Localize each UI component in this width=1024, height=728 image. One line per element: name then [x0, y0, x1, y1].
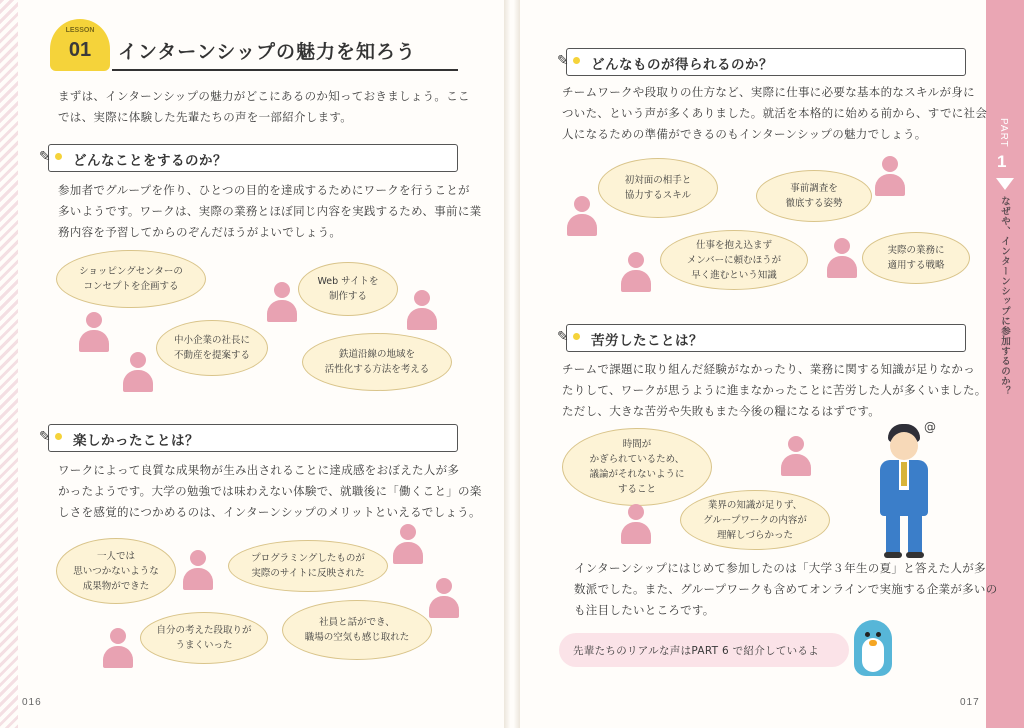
speech-bubble: プログラミングしたものが 実際のサイトに反映された: [228, 540, 388, 592]
spark-icon: [573, 333, 580, 340]
person-icon: [406, 290, 436, 332]
section-fun-paragraph: [58, 460, 482, 523]
pen-icon: ✎: [39, 429, 51, 445]
person-icon: [780, 436, 810, 478]
speech-bubble: ショッピングセンターの コンセプトを企画する: [56, 250, 206, 308]
section-fun-header: [39, 424, 458, 452]
speech-bubble: 自分の考えた段取りが うまくいった: [140, 612, 268, 664]
fun-line-1: ワークによって良質な成果物が生み出されることに達成感をおぼえた人が多: [58, 463, 460, 477]
fun-line-2: かったようです。大学の勉強では味わえない体験で、就職後に「働くこと」の楽: [58, 484, 482, 498]
tip-text: 先輩たちのリアルな声はPART 6 で紹介しているよ: [573, 644, 820, 657]
pen-icon: ✎: [557, 329, 569, 345]
section-what-paragraph: [58, 180, 481, 243]
person-icon: [428, 578, 458, 620]
penguin-mascot-icon: [850, 620, 896, 678]
speech-bubble: 事前調査を 徹底する姿勢: [756, 170, 872, 222]
speech-bubble: 初対面の相手と 協力するスキル: [598, 158, 718, 218]
what-line-3: 務内容を予習してからのぞんだほうがよいでしょう。: [58, 225, 342, 239]
lesson-rule: [112, 69, 458, 71]
edge-stripes: [0, 0, 18, 728]
gutter: [504, 0, 520, 728]
person-icon: [78, 312, 108, 354]
swirl-icon: @: [924, 420, 936, 434]
speech-bubble: 実際の業務に 適用する戦略: [862, 232, 970, 284]
what-line-2: 多いようです。ワークは、実際の業務とほぼ同じ内容を実践するため、事前に業: [58, 204, 482, 218]
intro-paragraph: [58, 86, 470, 128]
lesson-number: 01: [68, 39, 92, 61]
hard-line-1: チームで課題に取り組んだ経験がなかったり、業務に関する知識が足りなかっ: [562, 362, 975, 376]
hard-outro-line-2: 数派でした。また、グループワークも含めてオンラインで実施する企業が多いの: [574, 582, 998, 596]
person-icon: [620, 252, 650, 294]
lesson-title: インターンシップの魅力を知ろう: [118, 41, 417, 63]
section-gain-header: [557, 48, 966, 76]
hard-line-3: ただし、大きな苦労や失敗もまた今後の糧になるはずです。: [562, 404, 881, 418]
section-hard-title: 苦労したことは？: [591, 333, 703, 349]
gain-line-1: チームワークや段取りの仕方など、実際に仕事に必要な基本的なスキルが身に: [562, 85, 975, 99]
section-fun-title: 楽しかったことは？: [73, 433, 199, 449]
part-number: 1: [997, 152, 1007, 171]
person-icon: [182, 550, 212, 592]
person-icon: [826, 238, 856, 280]
spark-icon: [55, 153, 62, 160]
section-hard-paragraph: [562, 359, 987, 422]
section-hard-header: [557, 324, 966, 352]
section-what-header: [39, 144, 458, 172]
spark-icon: [55, 433, 62, 440]
gain-line-3: 人になるための準備ができるのもインターンシップの魅力でしょう。: [562, 127, 927, 141]
page-number-left: 016: [22, 697, 42, 708]
speech-bubble: 一人では 思いつかないような 成果物ができた: [56, 538, 176, 604]
lesson-word: LESSON: [65, 27, 95, 34]
speech-bubble: 中小企業の社長に 不動産を提案する: [156, 320, 268, 376]
hard-line-2: たりして、ワークが思うように進まなかったことに苦労した人が多くいました。: [562, 383, 987, 397]
person-icon: [874, 156, 904, 198]
spark-icon: [573, 57, 580, 64]
lesson-badge: [50, 19, 110, 71]
part-title: なぜや、インターンシップに参加するのか？: [999, 196, 1010, 396]
person-icon: [266, 282, 296, 324]
intro-line-2: では、実際に体験した先輩たちの声を一部紹介します。: [58, 110, 353, 124]
person-icon: [620, 504, 650, 546]
part-arrow-icon: [996, 178, 1014, 190]
section-gain-paragraph: [562, 82, 987, 145]
person-icon: [566, 196, 596, 238]
section-gain-title: どんなものが得られるのか？: [591, 57, 773, 73]
part-label: PART: [998, 118, 1009, 148]
speech-bubble: 仕事を抱え込まず メンバーに頼むほうが 早く進むという知識: [660, 230, 808, 290]
person-icon: [102, 628, 132, 670]
hard-outro-line-1: インターンシップにはじめて参加したのは「大学３年生の夏」と答えた人が多: [574, 561, 986, 575]
tip-box: [559, 633, 849, 667]
intro-line-1: まずは、インターンシップの魅力がどこにあるのか知っておきましょう。ここ: [58, 89, 470, 103]
speech-bubble: Web サイトを 制作する: [298, 262, 398, 316]
section-what-title: どんなことをするのか？: [73, 153, 227, 169]
speech-bubble: 社員と話ができ、 職場の空気も感じ取れた: [282, 600, 432, 660]
page-number-right: 017: [960, 697, 980, 708]
person-icon: [122, 352, 152, 394]
pen-icon: ✎: [557, 53, 569, 69]
worried-man-illustration: [870, 420, 940, 560]
what-line-1: 参加者でグループを作り、ひとつの目的を達成するためにワークを行うことが: [58, 183, 470, 197]
hard-outro-paragraph: [574, 558, 998, 621]
person-icon: [392, 524, 422, 566]
fun-line-3: しさを感覚的につかめるのは、インターンシップのメリットといえるでしょう。: [58, 505, 481, 519]
gain-line-2: ついた、という声が多くありました。就活を本格的に始める前から、すでに社会: [562, 106, 988, 120]
speech-bubble: 時間が かぎられているため、 議論がそれないように すること: [562, 428, 712, 506]
pen-icon: ✎: [39, 149, 51, 165]
hard-outro-line-3: も注目したいところです。: [574, 603, 715, 617]
speech-bubble: 業界の知識が足りず、 グループワークの内容が 理解しづらかった: [680, 490, 830, 550]
speech-bubble: 鉄道沿線の地域を 活性化する方法を考える: [302, 333, 452, 391]
